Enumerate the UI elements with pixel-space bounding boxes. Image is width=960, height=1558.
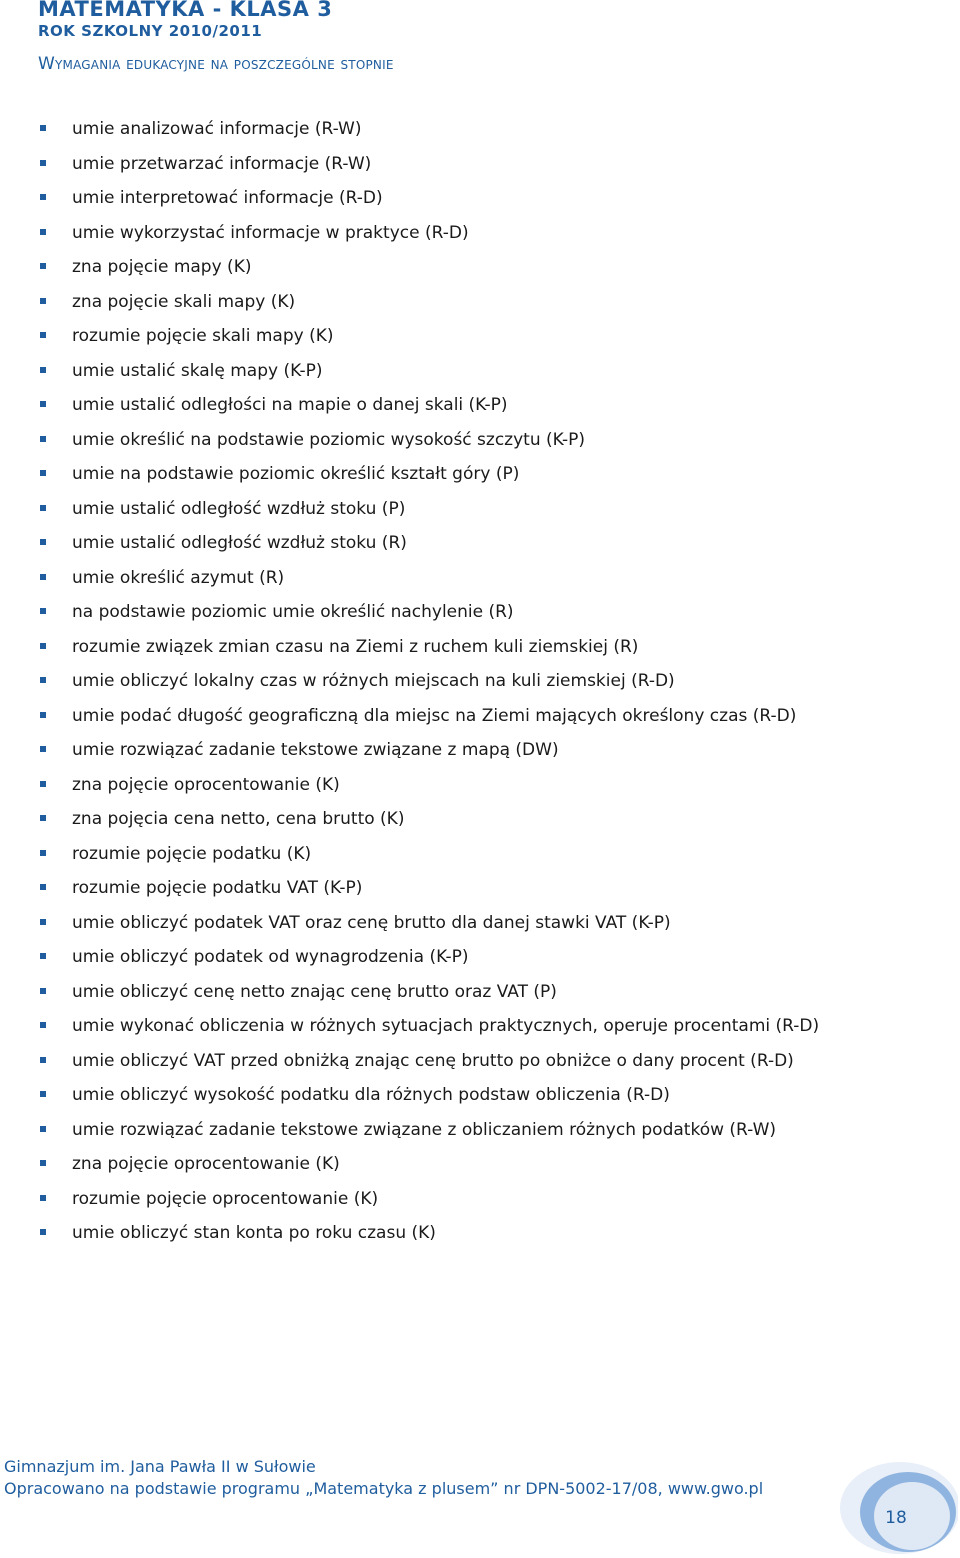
requirements-list (38, 112, 858, 1251)
list-item (38, 733, 858, 768)
list-item-text: umie rozwiązać zadanie tekstowe związane z obliczaniem różnych podatków (R-W) (72, 1119, 777, 1140)
list-item (38, 1182, 858, 1217)
list-item-text: zna pojęcie mapy (K) (72, 257, 252, 277)
list-item-text: umie ustalić skalę mapy (K-P) (72, 360, 323, 381)
square-bullet-icon (40, 539, 46, 545)
list-item-text: umie obliczyć stan konta po roku czasu (K) (72, 1223, 436, 1243)
list-item (38, 664, 858, 699)
list-item-text: umie określić azymut (R) (72, 567, 285, 588)
square-bullet-icon (40, 160, 46, 166)
square-bullet-icon (40, 1195, 46, 1201)
list-item (38, 1044, 858, 1079)
list-item (38, 457, 858, 492)
section-heading: Wymagania edukacyjne na poszczególne stopnie (38, 54, 394, 74)
square-bullet-icon (40, 229, 46, 235)
list-item (38, 630, 858, 665)
list-item-text: umie przetwarzać informacje (R-W) (72, 153, 372, 174)
square-bullet-icon (40, 677, 46, 683)
list-item-text: zna pojęcia cena netto, cena brutto (K) (72, 809, 405, 829)
list-item (38, 561, 858, 596)
list-item (38, 423, 858, 458)
square-bullet-icon (40, 401, 46, 407)
square-bullet-icon (40, 332, 46, 338)
list-item (38, 216, 858, 251)
square-bullet-icon (40, 746, 46, 752)
list-item-text: rozumie pojęcie oprocentowanie (K) (72, 1188, 379, 1209)
square-bullet-icon (40, 436, 46, 442)
square-bullet-icon (40, 298, 46, 304)
list-item-text: zna pojęcie oprocentowanie (K) (72, 774, 340, 795)
square-bullet-icon (40, 470, 46, 476)
list-item (38, 699, 858, 734)
list-item-text: rozumie związek zmian czasu na Ziemi z ruchem kuli ziemskiej (R) (72, 636, 639, 657)
square-bullet-icon (40, 1022, 46, 1028)
square-bullet-icon (40, 1057, 46, 1063)
square-bullet-icon (40, 988, 46, 994)
list-item (38, 595, 858, 630)
list-item (38, 181, 858, 216)
list-item (38, 388, 858, 423)
square-bullet-icon (40, 815, 46, 821)
square-bullet-icon (40, 125, 46, 131)
square-bullet-icon (40, 367, 46, 373)
square-bullet-icon (40, 643, 46, 649)
list-item-text: umie obliczyć cenę netto znając cenę brutto oraz VAT (P) (72, 981, 557, 1002)
list-item-text: umie na podstawie poziomic określić kształt góry (P) (72, 464, 520, 484)
list-item-text: umie obliczyć lokalny czas w różnych miejscach na kuli ziemskiej (R-D) (72, 671, 675, 691)
list-item (38, 802, 858, 837)
list-item (38, 871, 858, 906)
square-bullet-icon (40, 919, 46, 925)
list-item (38, 112, 858, 147)
list-item (38, 940, 858, 975)
list-item (38, 768, 858, 803)
list-item-text: umie wykorzystać informacje w praktyce (R-D) (72, 222, 469, 243)
list-item-text: umie obliczyć podatek od wynagrodzenia (K-P) (72, 947, 469, 967)
page-footer (4, 1456, 763, 1500)
list-item-text: umie ustalić odległości na mapie o danej skali (K-P) (72, 395, 508, 415)
list-item (38, 526, 858, 561)
list-item (38, 1113, 858, 1148)
square-bullet-icon (40, 781, 46, 787)
square-bullet-icon (40, 574, 46, 580)
square-bullet-icon (40, 850, 46, 856)
list-item-text: zna pojęcie oprocentowanie (K) (72, 1154, 340, 1174)
list-item-text: umie ustalić odległość wzdłuż stoku (R) (72, 533, 407, 553)
square-bullet-icon (40, 608, 46, 614)
list-item-text: umie analizować informacje (R-W) (72, 119, 362, 139)
square-bullet-icon (40, 1229, 46, 1235)
document-title: MATEMATYKA - KLASA 3 (38, 0, 333, 21)
list-item-text: na podstawie poziomic umie określić nachylenie (R) (72, 602, 514, 622)
page-badge-shape (834, 1458, 958, 1554)
list-item (38, 250, 858, 285)
list-item-text: umie rozwiązać zadanie tekstowe związane z mapą (DW) (72, 740, 559, 760)
square-bullet-icon (40, 1091, 46, 1097)
square-bullet-icon (40, 884, 46, 890)
list-item-text: rozumie pojęcie podatku (K) (72, 843, 312, 864)
list-item (38, 1009, 858, 1044)
list-item (38, 975, 858, 1010)
list-item-text: zna pojęcie skali mapy (K) (72, 291, 296, 312)
square-bullet-icon (40, 263, 46, 269)
square-bullet-icon (40, 1160, 46, 1166)
list-item-text: rozumie pojęcie podatku VAT (K-P) (72, 878, 363, 898)
square-bullet-icon (40, 505, 46, 511)
list-item (38, 906, 858, 941)
page-header (38, 0, 394, 74)
list-item (38, 837, 858, 872)
list-item (38, 492, 858, 527)
list-item-text: umie obliczyć wysokość podatku dla różnych podstaw obliczenia (R-D) (72, 1085, 670, 1105)
list-item-text: umie podać długość geograficzną dla miejsc na Ziemi mających określony czas (R-D) (72, 705, 797, 726)
square-bullet-icon (40, 712, 46, 718)
footer-school: Gimnazjum im. Jana Pawła II w Sułowie (4, 1457, 316, 1476)
page-number-badge (834, 1458, 958, 1554)
list-item (38, 1216, 858, 1251)
square-bullet-icon (40, 1126, 46, 1132)
square-bullet-icon (40, 953, 46, 959)
list-item (38, 285, 858, 320)
list-item (38, 354, 858, 389)
list-item-text: umie obliczyć podatek VAT oraz cenę brutto dla danej stawki VAT (K-P) (72, 912, 671, 933)
school-year: ROK SZKOLNY 2010/2011 (38, 22, 263, 40)
list-item-text: umie obliczyć VAT przed obniżką znając cenę brutto po obniżce o dany procent (R-D) (72, 1050, 794, 1071)
list-item-text: umie ustalić odległość wzdłuż stoku (P) (72, 498, 406, 519)
list-item (38, 319, 858, 354)
square-bullet-icon (40, 194, 46, 200)
list-item-text: umie określić na podstawie poziomic wysokość szczytu (K-P) (72, 429, 586, 450)
list-item-text: umie wykonać obliczenia w różnych sytuacjach praktycznych, operuje procentami (R-D) (72, 1016, 820, 1036)
list-item (38, 1078, 858, 1113)
footer-source: Opracowano na podstawie programu „Matematyka z plusem” nr DPN-5002-17/08, www.gwo.pl (4, 1479, 764, 1498)
list-item (38, 1147, 858, 1182)
list-item-text: umie interpretować informacje (R-D) (72, 188, 383, 208)
list-item (38, 147, 858, 182)
list-item-text: rozumie pojęcie skali mapy (K) (72, 326, 334, 346)
page-number: 18 (885, 1508, 907, 1528)
